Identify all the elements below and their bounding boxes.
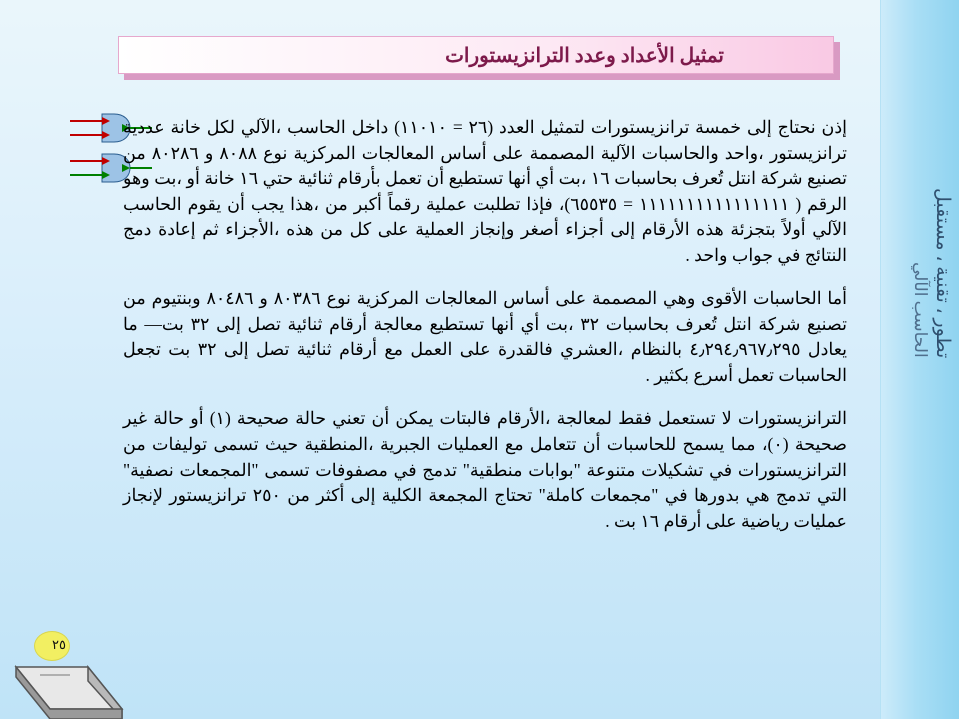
paragraph-3: الترانزيستورات لا تستعمل فقط لمعالجة ،الأرقام فالبتات يمكن أن تعني حالة صحيحة (١) أو حالة غير صحيحة (٠)، مما يسمح للحاسبات أن تتعامل مع العمليات الجبرية ،المنطقية حيث تسمى توليفات من الترانزيستورات في تشكيلات متنوعة "بوابات منطقية" تدمج في مصفوفات تسمى "المجمعات نصفية" التي تدمج هي بدورها في "مجمعات كاملة" تحتاج المجمعة الكلية إلى أكثر من ٢٥٠ ترانزيستور لإنجاز عمليات رياضية على أرقام ١٦ بت . (123, 408, 848, 531)
paragraph-1: إذن نحتاج إلى خمسة ترانزيستورات لتمثيل العدد (٢٦ = ١١٠١٠) داخل الحاسب ،الآلي لكل خانة عددية ترانزيستور ،واحد والحاسبات الآلية المصممة على أساس المعالجات المركزية نوع ٨٠٨٨ و ٨٠٢٨٦ من تصنيع شركة انتل تُعرف بحاسبات ١٦ ،بت أي أنها تستطيع أن تعمل بأرقام ثنائية حتي ١٦ خانة أو ،بت وهو الرقم ( ١١١١١١١١١١١١١١١١ = ٦٥٥٣٥)، فإذا تطلبت عملية رقماً أكبر من ،هذا يجب أن يقوم الحاسب الآلي أولاً بتجزئة هذه الأرقام إلى أجزاء أصغر وإنجاز العملية على كل من هذه ،الأجزاء ثم إعادة دمج النتائج في جواب واحد . (123, 117, 847, 265)
slide-body (123, 115, 847, 534)
page-number: ٢٥ (52, 637, 66, 652)
side-band-line2: الحاسب الآلي (911, 262, 931, 358)
page-title: تمثيل الأعداد وعدد الترانزيستورات (445, 45, 724, 67)
side-band (880, 0, 959, 719)
paragraph-2: أما الحاسبات الأقوى وهي المصممة على أساس المعالجات المركزية نوع ٨٠٣٨٦ و ٨٠٤٨٦ وبنتيوم من تصنيع شركة انتل تُعرف بحاسبات ٣٢ ،بت أي أنها تستطيع معالجة أرقام ثنائية تصل إلى ٣٢ بت— ما يعادل ٤٫٢٩٤٫٩٦٧٫٢٩٥ بالنظام ،العشري فالقدرة على العمل مع أرقام ثنائية تصل إلى ٣٢ بت تجعل الحاسبات تعمل أسرع بكثير . (123, 288, 848, 385)
slide-title-container (118, 36, 834, 74)
side-band-line1: تطور ، تقنية ، مستقبل (932, 187, 953, 358)
side-band-text (887, 18, 953, 358)
computer-mouse-shape (10, 623, 160, 719)
